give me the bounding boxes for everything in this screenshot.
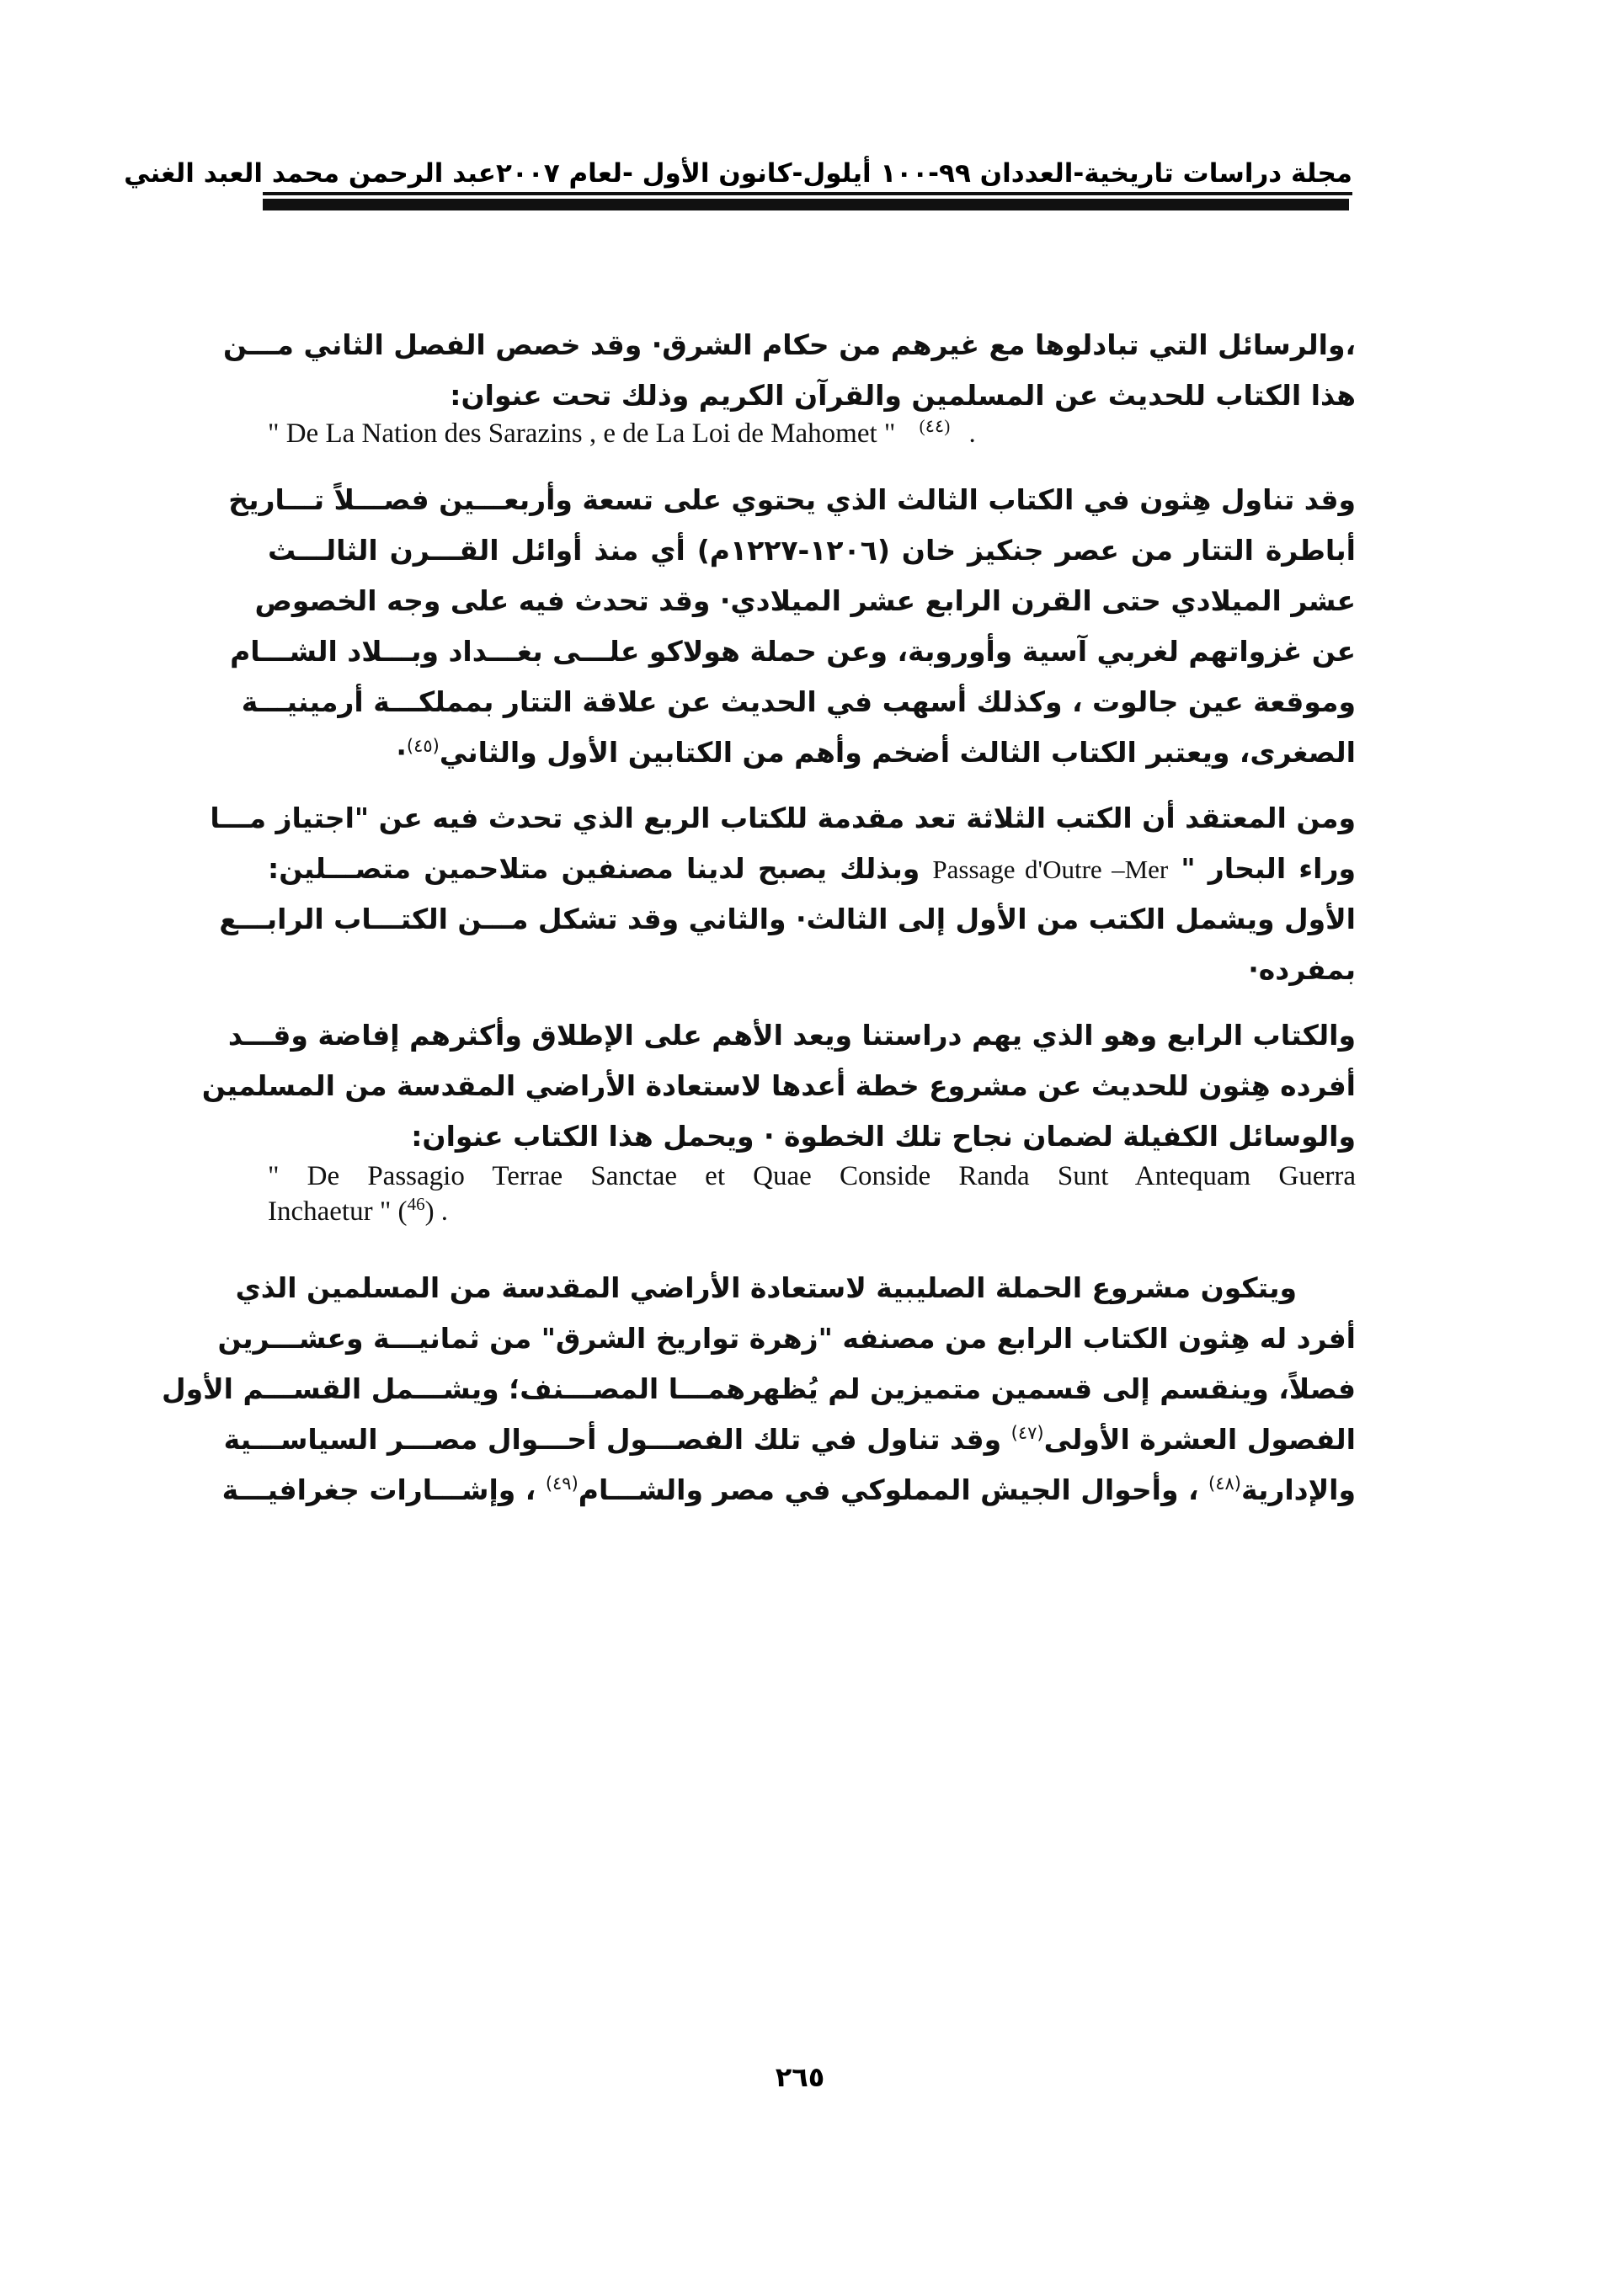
body-text bbox=[161, 320, 1356, 1516]
header-rule-thin bbox=[263, 192, 1352, 195]
footnote-ref: (٤٤) bbox=[919, 416, 951, 436]
line-text: وبذلك يصبح لدينا مصنفين متلاحمين متصـــلين: bbox=[268, 852, 920, 885]
text-line: والوسائل الكفيلة لضمان نجاح تلك الخطوة · ويحمل هذا الكتاب عنوان: bbox=[411, 1120, 1356, 1153]
footnote-ref: (٤٥) bbox=[406, 736, 440, 756]
text-line: هذا الكتاب للحديث عن المسلمين والقرآن الكريم وذلك تحت عنوان: bbox=[450, 379, 1356, 412]
footnote-ref: (٤٧) bbox=[1010, 1423, 1044, 1443]
text-line: ومن المعتقد أن الكتب الثلاثة تعد مقدمة للكتاب الربع الذي تحدث فيه عن "اجتياز مـــا bbox=[210, 802, 1356, 834]
quote-end: ) . bbox=[424, 1196, 449, 1227]
footnote-ref: (٤٨) bbox=[1208, 1473, 1241, 1494]
text-line: أباطرة التتار من عصر جنكيز خان (١٢٠٦-١٢٢٧م) أي منذ أوائل القـــرن الثالـــث bbox=[268, 534, 1356, 567]
spacer bbox=[268, 995, 1356, 1010]
spacer bbox=[268, 451, 1356, 475]
text-line bbox=[268, 727, 1356, 778]
text-line: الأول ويشمل الكتب من الأول إلى الثالث· والثاني وقد تشكل مـــن الكتـــاب الرابـــع bbox=[219, 903, 1356, 935]
text-line bbox=[221, 1465, 1356, 1516]
text-line: عشر الميلادي حتى القرن الرابع عشر الميلادي· وقد تحدث فيه على وجه الخصوص bbox=[254, 584, 1356, 617]
quote-end: . bbox=[968, 418, 976, 449]
text-line: وقد تناول هِثون في الكتاب الثالث الذي يحتوي على تسعة وأربعـــين فصـــلاً تـــاريخ bbox=[228, 483, 1356, 516]
text-line: بمفرده· bbox=[1248, 953, 1356, 986]
line-text: وقد تناول في تلك الفصـــول أحـــوال مصـــر السياســـية bbox=[223, 1423, 1002, 1456]
text-line: ويتكون مشروع الحملة الصليبية لاستعادة الأراضي المقدسة من المسلمين الذي bbox=[235, 1271, 1297, 1304]
author-name: عبد الرحمن محمد العبد الغني bbox=[124, 158, 496, 189]
text-line: أفرده هِثون للحديث عن مشروع خطة أعدها لاستعادة الأراضي المقدسة من المسلمين bbox=[201, 1069, 1356, 1102]
latin-quote bbox=[268, 1194, 1356, 1229]
text-line bbox=[268, 844, 1356, 894]
journal-title: مجلة دراسات تاريخية-العددان ٩٩-١٠٠ أيلول-كانون الأول -لعام ٢٠٠٧ bbox=[495, 158, 1352, 189]
quote-text: Inchaetur " ( bbox=[268, 1196, 408, 1227]
line-text: والإدارية bbox=[1240, 1473, 1356, 1506]
text-line: أفرد له هِثون الكتاب الرابع من مصنفه "زهرة تواريخ الشرق" من ثمانيـــة وعشـــرين bbox=[217, 1322, 1356, 1355]
line-end: · bbox=[396, 736, 407, 769]
latin-term: Passage d'Outre –Mer bbox=[932, 855, 1169, 884]
header-rule-thick bbox=[263, 199, 1349, 210]
line-text: ، وأحوال الجيش المملوكي في مصر والشـــام bbox=[578, 1473, 1199, 1506]
footnote-ref: 46 bbox=[407, 1194, 425, 1214]
text-line: عن غزواتهم لغربي آسية وأوروبة، وعن حملة هولاكو علـــى بغـــداد وبـــلاد الشـــام bbox=[230, 635, 1356, 668]
spacer bbox=[268, 778, 1356, 793]
text-line bbox=[223, 1414, 1356, 1465]
line-text: الصغرى، ويعتبر الكتاب الثالث أضخم وأهم من الكتابين الأول والثاني bbox=[439, 736, 1356, 769]
running-header bbox=[124, 143, 1352, 190]
latin-quote bbox=[268, 416, 1356, 451]
line-text: الفصول العشرة الأولى bbox=[1043, 1423, 1356, 1456]
text-line: وموقعة عين جالوت ، وكذلك أسهب في الحديث عن علاقة التتار بمملكـــة أرمينيـــة bbox=[241, 685, 1356, 718]
line-text: وراء البحار " bbox=[1181, 852, 1356, 885]
page-number: ٢٦٥ bbox=[775, 2061, 825, 2093]
latin-quote: " De Passagio Terrae Sanctae et Quae Conside Randa Sunt Antequam Guerra bbox=[268, 1161, 1356, 1191]
footnote-ref: (٤٩) bbox=[545, 1473, 579, 1494]
quote-text: " De La Nation des Sarazins , e de La Loi de Mahomet " bbox=[268, 418, 896, 449]
text-line: فصلاً، وينقسم إلى قسمين متميزين لم يُظهرهمـــا المصـــنف؛ ويشـــمل القســـم الأول bbox=[161, 1372, 1356, 1405]
text-line: ،والرسائل التي تبادلوها مع غيرهم من حكام الشرق· وقد خصص الفصل الثاني مـــن bbox=[223, 328, 1356, 361]
text-line: والكتاب الرابع وهو الذي يهم دراستنا ويعد الأهم على الإطلاق وأكثرهم إفاضة وقـــد bbox=[227, 1019, 1356, 1052]
line-text: ، وإشـــارات جغرافيـــة bbox=[221, 1473, 536, 1506]
spacer bbox=[268, 1229, 1356, 1263]
